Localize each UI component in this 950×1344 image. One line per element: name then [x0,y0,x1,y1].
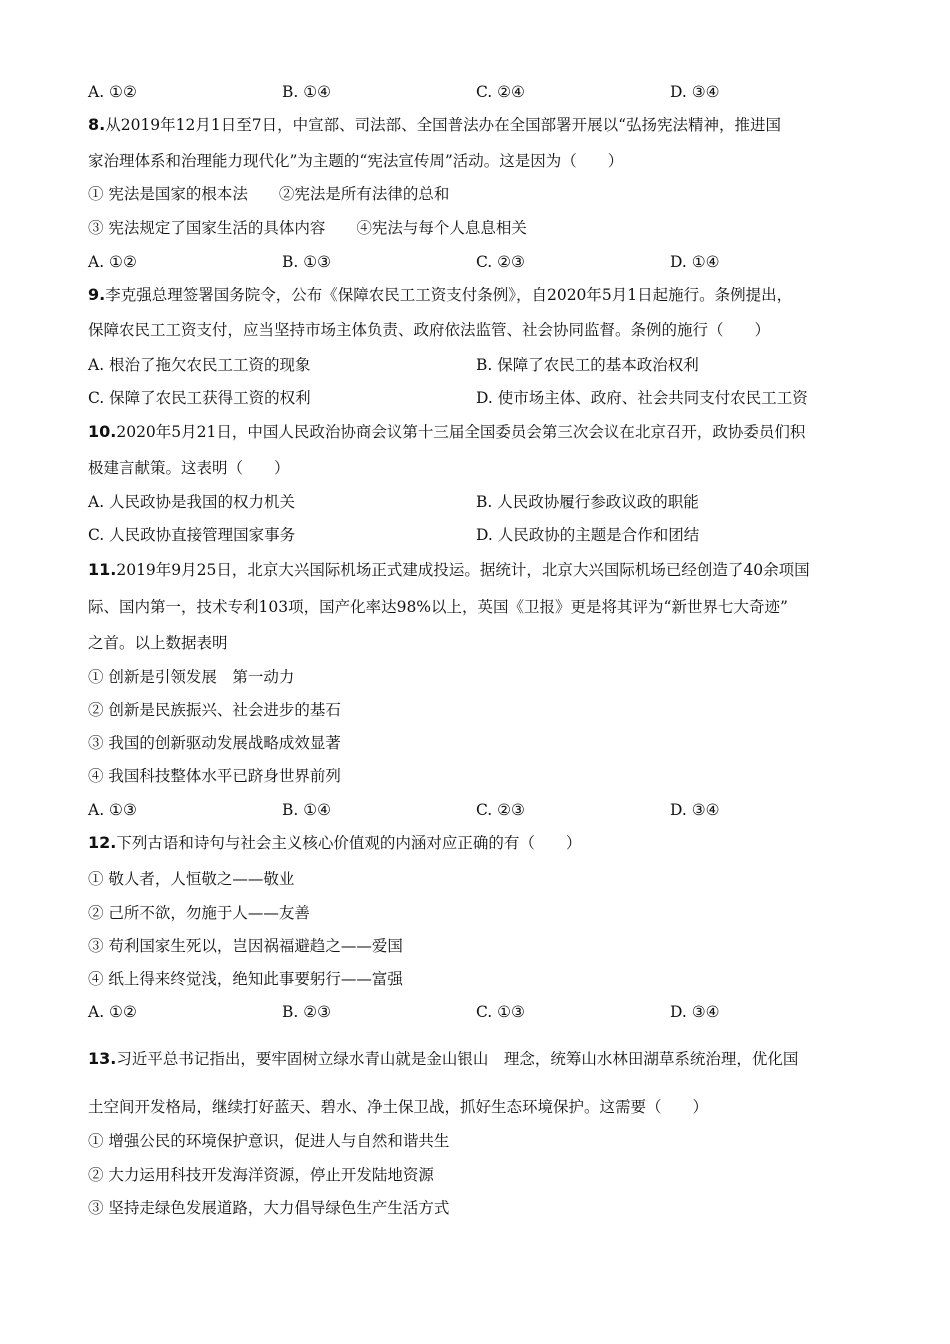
q12-number: 12. [88,833,117,852]
q10-stem-text-1: 2020年5月21日，中国人民政治协商会议第十三届全国委员会第三次会议在北京召开，政协委员们积 [116,423,806,441]
q9-stem-text-1: 李克强总理签署国务院令，公布《保障农民工工资支付条例》，自2020年5月1日起施行。条例提出， [105,286,793,304]
q11-stem-line-1 [88,560,810,580]
q8-stem-text-1: 从2019年12月1日至7日，中宣部、司法部、全国普法办在全国部署开展以“弘扬宪法精神，推进国 [105,116,782,134]
q12-stem-line-1 [88,833,581,853]
q11-stem-text-1: 2019年9月25日，北京大兴国际机场正式建成投运。据统计，北京大兴国际机场已经创造了40余项国 [116,561,810,579]
q11-stem-line-3: 之首。以上数据表明 [88,634,228,652]
q7-option-d[interactable]: D. ③④ [670,83,720,101]
q8-option-a[interactable]: A. ①② [88,253,137,271]
q7-option-c[interactable]: C. ②④ [476,83,525,101]
q11-statement-2: ② 创新是民族振兴、社会进步的基石 [88,701,341,719]
q11-stem-line-2: 际、国内第一，技术专利103项，国产化率达98%以上，英国《卫报》更是将其评为“新世界七大奇迹” [88,598,788,616]
q12-stem-text-1: 下列古语和诗句与社会主义核心价值观的内涵对应正确的有（ ） [116,834,582,852]
q8-statements-line-2: ③ 宪法规定了国家生活的具体内容 ④宪法与每个人息息相关 [88,219,527,237]
q11-option-c[interactable]: C. ②③ [476,801,525,819]
q13-number: 13. [88,1049,117,1068]
q10-stem-line-1 [88,422,805,442]
q10-option-d[interactable]: D. 人民政协的主题是合作和团结 [476,526,700,544]
q7-option-b[interactable]: B. ①④ [282,83,332,101]
q12-option-b[interactable]: B. ②③ [282,1003,332,1021]
q9-option-c[interactable]: C. 保障了农民工获得工资的权利 [88,389,311,407]
q12-option-a[interactable]: A. ①② [88,1003,137,1021]
q10-stem-line-2: 极建言献策。这表明（ ） [88,459,290,477]
q8-statements-line-1: ① 宪法是国家的根本法 ②宪法是所有法律的总和 [88,185,450,203]
q10-option-c[interactable]: C. 人民政协直接管理国家事务 [88,526,296,544]
q12-statement-3: ③ 苟利国家生死以，岂因祸福避趋之——爱国 [88,937,403,955]
q10-option-b[interactable]: B. 人民政协履行参政议政的职能 [476,493,699,511]
q11-option-a[interactable]: A. ①③ [88,801,137,819]
q9-number: 9. [88,285,106,304]
q13-statement-3: ③ 坚持走绿色发展道路，大力倡导绿色生产生活方式 [88,1199,450,1217]
q8-option-c[interactable]: C. ②③ [476,253,525,271]
q13-stem-line-2: 土空间开发格局，继续打好蓝天、碧水、净土保卫战，抓好生态环境保护。这需要（ ） [88,1098,709,1116]
q9-stem-line-1 [88,285,792,305]
q11-statement-4: ④ 我国科技整体水平已跻身世界前列 [88,767,341,785]
q13-statement-1: ① 增强公民的环境保护意识，促进人与自然和谐共生 [88,1132,450,1150]
q11-statement-1: ① 创新是引领发展 第一动力 [88,668,295,686]
q8-option-d[interactable]: D. ①④ [670,253,720,271]
q13-statement-2: ② 大力运用科技开发海洋资源，停止开发陆地资源 [88,1166,434,1184]
q13-stem-text-1: 习近平总书记指出，要牢固树立绿水青山就是金山银山 理念，统筹山水林田湖草系统治理，优化国 [116,1050,799,1068]
q10-number: 10. [88,422,117,441]
q9-option-a[interactable]: A. 根治了拖欠农民工工资的现象 [88,356,311,374]
q11-option-d[interactable]: D. ③④ [670,801,720,819]
q7-option-a[interactable]: A. ①② [88,83,137,101]
q12-option-d[interactable]: D. ③④ [670,1003,720,1021]
q8-stem-line-2: 家治理体系和治理能力现代化”为主题的“宪法宣传周”活动。这是因为（ ） [88,152,624,170]
q10-option-a[interactable]: A. 人民政协是我国的权力机关 [88,493,296,511]
q12-option-c[interactable]: C. ①③ [476,1003,525,1021]
q9-option-b[interactable]: B. 保障了农民工的基本政治权利 [476,356,699,374]
q12-statement-2: ② 己所不欲，勿施于人——友善 [88,904,310,922]
q12-statement-4: ④ 纸上得来终觉浅，绝知此事要躬行——富强 [88,970,403,988]
q12-statement-1: ① 敬人者，人恒敬之——敬业 [88,870,295,888]
q8-number: 8. [88,115,106,134]
q8-stem-line-1 [88,115,781,135]
q11-statement-3: ③ 我国的创新驱动发展战略成效显著 [88,734,341,752]
q13-stem-line-1 [88,1049,798,1069]
q11-option-b[interactable]: B. ①④ [282,801,332,819]
q11-number: 11. [88,560,117,579]
q9-option-d[interactable]: D. 使市场主体、政府、社会共同支付农民工工资 [476,389,808,407]
q9-stem-line-2: 保障农民工工资支付，应当坚持市场主体负责、政府依法监管、社会协同监督。条例的施行（ ） [88,321,771,339]
q8-option-b[interactable]: B. ①③ [282,253,332,271]
